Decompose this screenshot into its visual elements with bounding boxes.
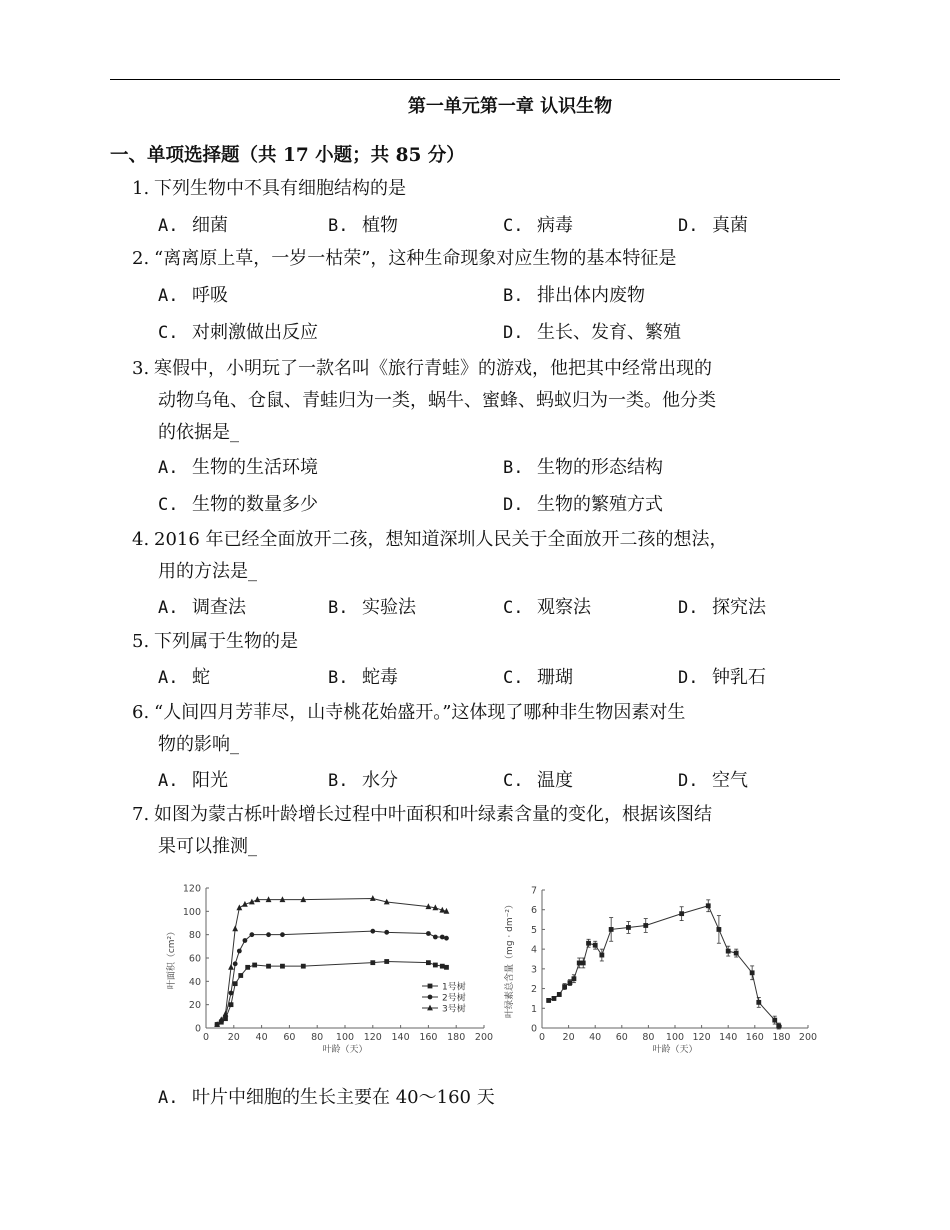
data-point bbox=[562, 984, 567, 989]
option-d[interactable] bbox=[678, 663, 766, 689]
data-point bbox=[750, 970, 755, 975]
x-tick-label: 160 bbox=[419, 1032, 438, 1043]
question-number: 5. bbox=[132, 631, 150, 652]
data-point bbox=[266, 896, 272, 902]
x-tick-label: 100 bbox=[335, 1032, 355, 1043]
data-point bbox=[280, 932, 285, 937]
option-b[interactable] bbox=[328, 211, 398, 237]
data-point bbox=[233, 981, 238, 986]
option-a[interactable] bbox=[158, 663, 210, 689]
question-text: “人间四月芳菲尽，山寺桃花始盛开。”这体现了哪种非生物因素对生 bbox=[154, 702, 686, 723]
option-text: 珊瑚 bbox=[537, 667, 573, 688]
question-text: 寒假中，小明玩了一款名叫《旅行青蛙》的游戏，他把其中经常出现的 bbox=[154, 358, 712, 379]
x-tick-label: 160 bbox=[745, 1032, 764, 1043]
option-a[interactable] bbox=[158, 766, 228, 792]
option-label: A. bbox=[158, 771, 179, 791]
y-tick-label: 4 bbox=[530, 944, 537, 956]
option-text: 蛇 bbox=[192, 667, 210, 688]
data-point bbox=[599, 953, 604, 958]
question-number: 4. bbox=[132, 529, 150, 550]
option-label: D. bbox=[678, 216, 699, 236]
series-line bbox=[217, 962, 446, 1025]
option-text: 蛇毒 bbox=[362, 667, 398, 688]
option-b[interactable] bbox=[328, 663, 398, 689]
y-tick-label: 0 bbox=[194, 1023, 201, 1035]
x-tick-label: 40 bbox=[589, 1032, 602, 1043]
question-text-cont: 果可以推测_ bbox=[158, 836, 257, 857]
x-tick-label: 60 bbox=[615, 1032, 628, 1043]
question-text: 2016 年已经全面放开二孩，想知道深圳人民关于全面放开二孩的想法， bbox=[154, 529, 728, 550]
data-point bbox=[593, 943, 598, 948]
option-label: A. bbox=[158, 1088, 179, 1108]
data-point bbox=[426, 931, 431, 936]
option-text: 水分 bbox=[362, 770, 398, 791]
option-a[interactable] bbox=[158, 453, 318, 479]
y-tick-label: 100 bbox=[182, 906, 201, 918]
data-point bbox=[255, 896, 261, 902]
option-b[interactable] bbox=[328, 766, 398, 792]
option-text: 生物的繁殖方式 bbox=[537, 494, 663, 515]
data-point bbox=[440, 964, 445, 969]
y-tick-label: 40 bbox=[188, 976, 201, 988]
data-point bbox=[440, 935, 445, 940]
option-label: C. bbox=[158, 323, 179, 343]
data-point bbox=[428, 984, 433, 989]
x-tick-label: 40 bbox=[255, 1032, 268, 1043]
page-title: 第一单元第一章 认识生物 bbox=[407, 96, 613, 117]
option-d[interactable] bbox=[503, 318, 681, 344]
option-label: C. bbox=[503, 668, 524, 688]
option-a[interactable] bbox=[158, 593, 246, 619]
option-text: 钟乳石 bbox=[712, 667, 766, 688]
question-number: 1. bbox=[132, 178, 150, 199]
option-label: D. bbox=[678, 668, 699, 688]
data-point bbox=[679, 911, 684, 916]
data-point bbox=[643, 923, 648, 928]
series-line bbox=[217, 899, 446, 1025]
x-tick-label: 180 bbox=[447, 1032, 466, 1043]
option-text: 对刺激做出反应 bbox=[192, 322, 318, 343]
data-point bbox=[626, 925, 631, 930]
data-point bbox=[433, 935, 438, 940]
y-tick-label: 20 bbox=[188, 1000, 201, 1012]
option-c[interactable] bbox=[503, 211, 573, 237]
x-tick-label: 0 bbox=[202, 1032, 210, 1043]
data-point bbox=[236, 904, 242, 910]
legend-label: 3号树 bbox=[442, 1004, 466, 1015]
data-point bbox=[229, 991, 234, 996]
data-point bbox=[433, 963, 438, 968]
option-text: 细菌 bbox=[192, 215, 228, 236]
option-text: 温度 bbox=[537, 770, 573, 791]
x-tick-label: 200 bbox=[474, 1032, 494, 1043]
option-label: C. bbox=[503, 216, 524, 236]
data-point bbox=[384, 930, 389, 935]
option-c[interactable] bbox=[503, 593, 591, 619]
data-point bbox=[552, 996, 557, 1001]
question-text: 下列属于生物的是 bbox=[154, 631, 298, 652]
x-tick-label: 80 bbox=[642, 1032, 655, 1043]
data-point bbox=[280, 896, 286, 902]
option-text: 植物 bbox=[362, 215, 398, 236]
data-point bbox=[581, 961, 586, 966]
data-point bbox=[756, 1000, 761, 1005]
question-text: “离离原上草，一岁一枯荣”，这种生命现象对应生物的基本特征是 bbox=[154, 248, 677, 269]
data-point bbox=[716, 927, 721, 932]
option-label: A. bbox=[158, 216, 179, 236]
option-d[interactable] bbox=[678, 211, 748, 237]
option-label: B. bbox=[328, 668, 349, 688]
option-d[interactable] bbox=[678, 593, 766, 619]
data-point bbox=[370, 960, 375, 965]
option-label: B. bbox=[328, 771, 349, 791]
x-tick-label: 20 bbox=[562, 1032, 575, 1043]
option-label: D. bbox=[503, 323, 524, 343]
option-label: B. bbox=[503, 458, 524, 478]
x-tick-label: 120 bbox=[692, 1032, 711, 1043]
option-text: 阳光 bbox=[192, 770, 228, 791]
option-text: 呼吸 bbox=[192, 285, 228, 306]
option-text: 调查法 bbox=[192, 597, 246, 618]
option-label: D. bbox=[503, 495, 524, 515]
top-rule bbox=[110, 79, 840, 80]
option-text: 病毒 bbox=[537, 215, 573, 236]
option-d[interactable] bbox=[503, 490, 663, 516]
y-tick-label: 1 bbox=[530, 1003, 537, 1015]
data-point bbox=[370, 895, 376, 901]
y-tick-label: 0 bbox=[530, 1023, 537, 1035]
y-tick-label: 2 bbox=[530, 984, 537, 996]
option-d[interactable] bbox=[678, 766, 748, 792]
data-point bbox=[557, 992, 562, 997]
question-7 bbox=[132, 798, 712, 832]
data-point bbox=[249, 932, 254, 937]
question-number: 7. bbox=[132, 804, 150, 825]
chlorophyll-chart bbox=[500, 878, 820, 1068]
question-number: 3. bbox=[132, 358, 150, 379]
data-point bbox=[772, 1018, 777, 1023]
x-tick-label: 100 bbox=[665, 1032, 685, 1043]
question-number: 2. bbox=[132, 248, 150, 269]
data-point bbox=[426, 960, 431, 965]
data-point bbox=[370, 929, 375, 934]
option-c[interactable] bbox=[158, 490, 318, 516]
option-text: 真菌 bbox=[712, 215, 748, 236]
data-point bbox=[245, 965, 250, 970]
question-1 bbox=[132, 172, 406, 206]
option-label: B. bbox=[328, 598, 349, 618]
y-tick-label: 6 bbox=[530, 905, 537, 917]
question-6 bbox=[132, 696, 685, 730]
data-point bbox=[444, 936, 449, 941]
legend-label: 2号树 bbox=[442, 993, 466, 1004]
data-point bbox=[726, 949, 731, 954]
x-tick-label: 0 bbox=[538, 1032, 546, 1043]
option-c[interactable] bbox=[503, 766, 573, 792]
option-c[interactable] bbox=[158, 318, 318, 344]
option-c[interactable] bbox=[503, 663, 573, 689]
section-heading: 一、单项选择题（共 17 小题；共 85 分） bbox=[110, 145, 465, 166]
option-text: 生物的生活环境 bbox=[192, 457, 318, 478]
data-point bbox=[233, 961, 238, 966]
x-tick-label: 140 bbox=[391, 1032, 410, 1043]
series-line bbox=[217, 931, 446, 1024]
data-point bbox=[238, 973, 243, 978]
option-text: 观察法 bbox=[537, 597, 591, 618]
y-tick-label: 120 bbox=[182, 883, 201, 895]
option-text: 探究法 bbox=[712, 597, 766, 618]
option-text: 空气 bbox=[712, 770, 748, 791]
data-point bbox=[232, 925, 238, 931]
y-tick-label: 5 bbox=[530, 924, 537, 936]
option-text: 生物的数量多少 bbox=[192, 494, 318, 515]
x-tick-label: 180 bbox=[772, 1032, 791, 1043]
option-label: C. bbox=[503, 598, 524, 618]
x-tick-label: 200 bbox=[798, 1032, 818, 1043]
question-text: 下列生物中不具有细胞结构的是 bbox=[154, 178, 406, 199]
option-b[interactable] bbox=[503, 453, 663, 479]
option-label: A. bbox=[158, 286, 179, 306]
x-tick-label: 140 bbox=[719, 1032, 738, 1043]
option-b[interactable] bbox=[503, 281, 645, 307]
data-point bbox=[734, 951, 739, 956]
option-label: D. bbox=[678, 771, 699, 791]
x-tick-label: 120 bbox=[363, 1032, 382, 1043]
question-5 bbox=[132, 625, 298, 659]
option-label: A. bbox=[158, 458, 179, 478]
option-text: 生长、发育、繁殖 bbox=[537, 322, 681, 343]
data-point bbox=[301, 964, 306, 969]
data-point bbox=[444, 965, 449, 970]
question-text: 如图为蒙古栎叶龄增长过程中叶面积和叶绿素含量的变化，根据该图结 bbox=[154, 804, 712, 825]
question-number: 6. bbox=[132, 702, 150, 723]
option-label: A. bbox=[158, 668, 179, 688]
question-text-cont: 的依据是_ bbox=[158, 422, 239, 443]
data-point bbox=[266, 932, 271, 937]
data-point bbox=[706, 903, 711, 908]
x-axis-label: 叶龄（天） bbox=[652, 1045, 698, 1055]
data-point bbox=[586, 941, 591, 946]
legend-label: 1号树 bbox=[442, 982, 466, 993]
data-point bbox=[280, 964, 285, 969]
question-text-cont: 物的影响_ bbox=[158, 734, 239, 755]
x-tick-label: 60 bbox=[283, 1032, 296, 1043]
option-text: 实验法 bbox=[362, 597, 416, 618]
option-label: C. bbox=[503, 771, 524, 791]
option-a[interactable] bbox=[158, 211, 228, 237]
data-point bbox=[243, 938, 248, 943]
option-text: 排出体内废物 bbox=[537, 285, 645, 306]
option-text: 叶片中细胞的生长主要在 40～160 天 bbox=[192, 1087, 495, 1108]
y-tick-label: 3 bbox=[530, 964, 537, 976]
option-label: D. bbox=[678, 598, 699, 618]
y-tick-label: 60 bbox=[188, 953, 201, 965]
data-point bbox=[252, 963, 257, 968]
question-text-cont: 用的方法是_ bbox=[158, 561, 257, 582]
y-tick-label: 80 bbox=[188, 930, 201, 942]
question-2 bbox=[132, 242, 676, 276]
data-point bbox=[229, 1002, 234, 1007]
option-label: B. bbox=[503, 286, 524, 306]
question-text-cont: 动物乌龟、仓鼠、青蛙归为一类，蜗牛、蜜蜂、蚂蚁归为一类。他分类 bbox=[158, 390, 716, 411]
data-point bbox=[384, 959, 389, 964]
data-point bbox=[266, 964, 271, 969]
data-point bbox=[428, 995, 433, 1000]
data-point bbox=[546, 998, 551, 1003]
question-4 bbox=[132, 523, 728, 557]
option-label: C. bbox=[158, 495, 179, 515]
x-axis-label: 叶龄（天） bbox=[322, 1045, 368, 1055]
option-label: B. bbox=[328, 216, 349, 236]
data-point bbox=[776, 1024, 781, 1029]
data-point bbox=[237, 949, 242, 954]
option-b[interactable] bbox=[328, 593, 416, 619]
y-axis-label: 叶绿素总含量（mg · dm⁻²） bbox=[505, 900, 515, 1018]
leaf-area-chart bbox=[160, 878, 500, 1068]
question-3 bbox=[132, 352, 712, 386]
option-a[interactable] bbox=[158, 1083, 495, 1109]
y-tick-label: 7 bbox=[530, 885, 537, 897]
x-tick-label: 20 bbox=[227, 1032, 240, 1043]
data-point bbox=[572, 976, 577, 981]
option-label: A. bbox=[158, 598, 179, 618]
option-a[interactable] bbox=[158, 281, 228, 307]
data-point bbox=[609, 927, 614, 932]
y-axis-label: 叶面积（cm²） bbox=[167, 926, 177, 990]
x-tick-label: 80 bbox=[311, 1032, 324, 1043]
option-text: 生物的形态结构 bbox=[537, 457, 663, 478]
